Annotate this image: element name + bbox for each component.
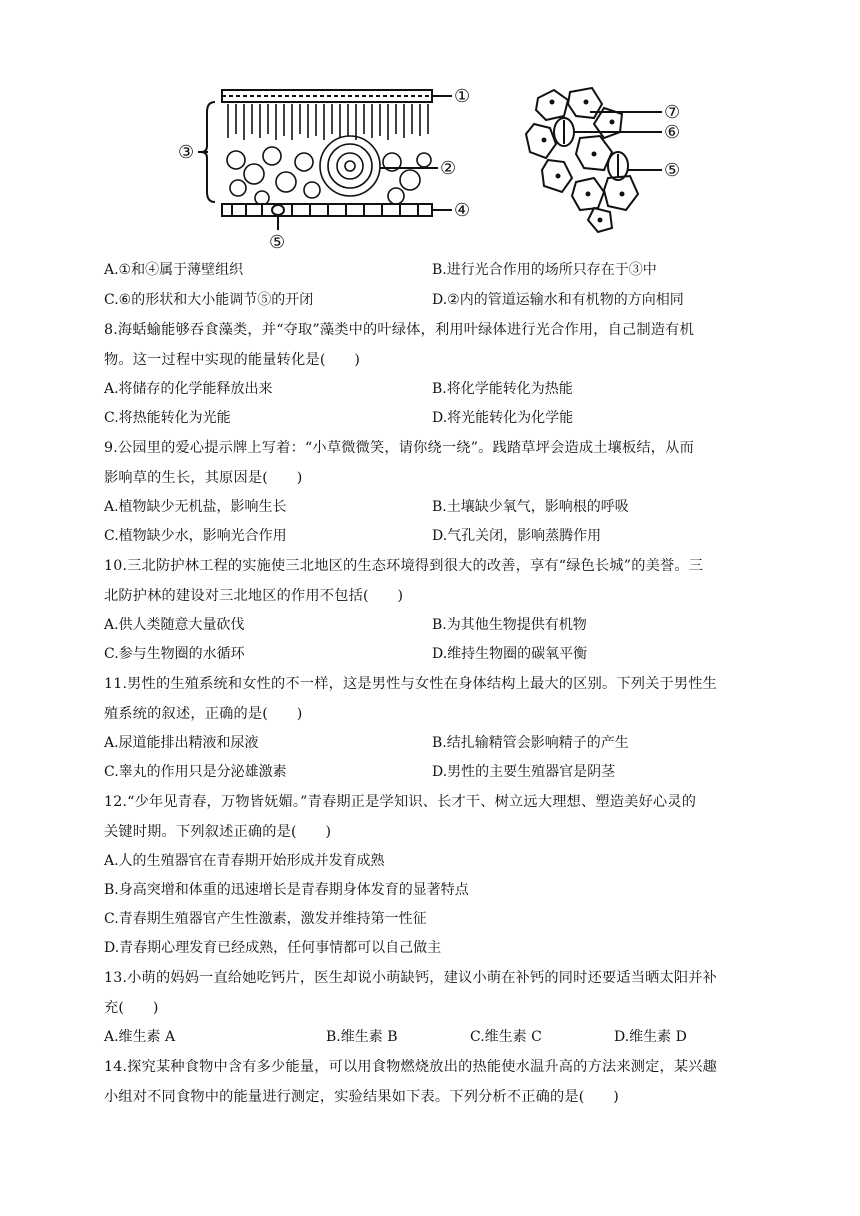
q13-option-a: A.维生素 A xyxy=(104,1029,176,1045)
figure-label-1: ① xyxy=(454,86,471,107)
figure-label-3: ③ xyxy=(178,142,195,163)
q10-stem-line2: 北防护林的建设对三北地区的作用不包括( ) xyxy=(104,588,404,604)
figure-label-7: ⑦ xyxy=(664,102,681,123)
stoma-upper xyxy=(554,118,574,146)
q9-option-d: D.气孔关闭，影响蒸腾作用 xyxy=(432,528,602,544)
q11-option-c: C.睾丸的作用只是分泌雄激素 xyxy=(104,764,287,780)
leaf-diagrams xyxy=(0,78,860,253)
q13-option-b: B.维生素 B xyxy=(326,1029,398,1045)
q11-option-b: B.结扎输精管会影响精子的产生 xyxy=(432,735,629,751)
stomata-epidermis-figure xyxy=(526,88,662,232)
q9-option-a: A.植物缺少无机盐，影响生长 xyxy=(104,499,287,515)
q13-option-c: C.维生素 C xyxy=(470,1029,542,1045)
q12-option-b: B.身高突增和体重的迅速增长是青春期身体发育的显著特点 xyxy=(104,882,469,898)
q10-option-d: D.维持生物圈的碳氧平衡 xyxy=(432,646,588,662)
q12-option-a: A.人的生殖器官在青春期开始形成并发育成熟 xyxy=(104,853,385,869)
leaf-cross-section-figure xyxy=(198,90,452,230)
q12-stem-line1: 12.“少年见青春，万物皆妩媚。”青春期正是学知识、长才干、树立远大理想、塑造美好心灵的 xyxy=(104,794,697,810)
q12-option-d: D.青春期心理发育已经成熟，任何事情都可以自己做主 xyxy=(104,940,442,956)
stoma-lower xyxy=(608,152,628,180)
q9-stem-line2: 影响草的生长，其原因是( ) xyxy=(104,470,303,486)
q9-stem-line1: 9.公园里的爱心提示牌上写着：“小草微微笑，请你绕一绕”。践踏草坪会造成土壤板结，从而 xyxy=(104,440,694,456)
vascular-bundle xyxy=(320,136,380,196)
q11-option-d: D.男性的主要生殖器官是阴茎 xyxy=(432,764,616,780)
q14-stem-line2: 小组对不同食物中的能量进行测定，实验结果如下表。下列分析不正确的是( ) xyxy=(104,1089,620,1105)
q13-option-d: D.维生素 D xyxy=(614,1029,687,1045)
q14-stem-line1: 14.探究某种食物中含有多少能量，可以用食物燃烧放出的热能使水温升高的方法来测定，某兴趣 xyxy=(104,1059,718,1075)
q10-option-a: A.供人类随意大量砍伐 xyxy=(104,617,245,633)
q8-stem-line1: 8.海蛞蝓能够吞食藻类，并“夺取”藻类中的叶绿体，利用叶绿体进行光合作用，自己制造有机 xyxy=(104,322,694,338)
q10-stem-line1: 10.三北防护林工程的实施使三北地区的生态环境得到很大的改善，享有“绿色长城”的美誉。三 xyxy=(104,558,704,574)
stomata-figure-labels xyxy=(664,102,680,181)
q8-option-b: B.将化学能转化为热能 xyxy=(432,381,573,397)
q11-option-a: A.尿道能排出精液和尿液 xyxy=(104,735,259,751)
q9-option-c: C.植物缺少水，影响光合作用 xyxy=(104,528,287,544)
q11-stem-line1: 11.男性的生殖系统和女性的不一样，这是男性与女性在身体结构上最大的区别。下列关于男性生 xyxy=(104,676,718,692)
q10-option-b: B.为其他生物提供有机物 xyxy=(432,617,587,633)
q8-option-a: A.将储存的化学能释放出来 xyxy=(104,381,273,397)
q10-option-c: C.参与生物圈的水循环 xyxy=(104,646,245,662)
q11-stem-line2: 殖系统的叙述，正确的是( ) xyxy=(104,706,303,722)
q7-option-d: D.②内的管道运输水和有机物的方向相同 xyxy=(432,292,684,308)
figure-label-6: ⑥ xyxy=(664,122,681,143)
q7-option-b: B.进行光合作用的场所只存在于③中 xyxy=(432,262,657,278)
q8-stem-line2: 物。这一过程中实现的能量转化是( ) xyxy=(104,352,361,368)
q8-option-d: D.将光能转化为化学能 xyxy=(432,410,574,426)
figure-label-4: ④ xyxy=(454,200,471,221)
q7-option-c: C.⑥的形状和大小能调节⑤的开闭 xyxy=(104,292,314,308)
figure-label-5-right: ⑤ xyxy=(664,160,681,181)
q8-option-c: C.将热能转化为光能 xyxy=(104,410,231,426)
figure-label-2: ② xyxy=(440,158,457,179)
q13-stem-line2: 充( ) xyxy=(104,1000,159,1016)
q13-stem-line1: 13.小萌的妈妈一直给她吃钙片，医生却说小萌缺钙，建议小萌在补钙的同时还要适当晒太阳并补 xyxy=(104,970,718,986)
q12-option-c: C.青春期生殖器官产生性激素，激发并维持第一性征 xyxy=(104,911,427,927)
figure-label-5: ⑤ xyxy=(269,232,286,253)
q12-stem-line2: 关键时期。下列叙述正确的是( ) xyxy=(104,824,332,840)
q7-option-a: A.①和④属于薄壁组织 xyxy=(104,262,244,278)
q9-option-b: B.土壤缺少氧气，影响根的呼吸 xyxy=(432,499,629,515)
